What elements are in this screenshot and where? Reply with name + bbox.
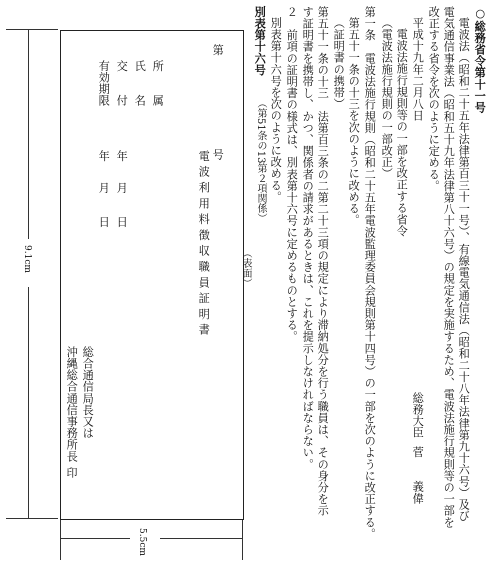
signer-name: 菅 義偉: [411, 446, 425, 504]
article-1-line-1: 第一条 電波法施行規則（昭和二十五年電波監理委員会規則第十四号）の一部を次のように改正する。: [363, 6, 377, 540]
ordinance-title: 電波法施行規則等の一部を改正する省令: [395, 28, 409, 237]
part-heading: （電波法施行規則の一部改正）: [380, 17, 394, 180]
preamble-line-1: 電波法（昭和二十五年法律第百三十一号）、有線電気通信法（昭和二十八年法律第九十六号）及び: [457, 17, 471, 522]
expiry-year: 年: [97, 150, 111, 162]
width-dimension-line-left: [60, 538, 130, 539]
width-dimension-right-tick: [242, 520, 243, 560]
card-number-label: 第 号: [211, 44, 225, 160]
issuer-line-1: 総合通信局長又は: [81, 346, 95, 439]
signer-title: 総務大臣: [411, 392, 425, 439]
issued-year: 年: [115, 150, 129, 162]
article-51-13-line-1: 第五十一条の十三 法第百三条の二第二十三項の規定により滞納処分を行う職員は、その身分を示: [316, 6, 330, 517]
article-51-13-line-2: す証明書を携帯し、かつ、関係者の請求があるときは、これを提示しなければならない。: [301, 6, 315, 470]
issuer-line-2: 沖縄総合通信事務所長: [65, 346, 79, 462]
seal-mark: 印: [65, 467, 78, 479]
field-expiry: 有効期限: [97, 60, 111, 107]
field-affiliation: 所 属: [151, 60, 165, 107]
preamble-line-2: 電気通信事業法（昭和五十九年法律第八十六号）の規定を実施するため、電波法施行規則等の一部を: [442, 6, 456, 528]
expiry-day: 日: [97, 216, 111, 228]
height-dimension-line-lower: [28, 287, 29, 518]
expiry-month: 月: [97, 182, 111, 194]
face-label: （表面）: [240, 248, 251, 288]
preamble-line-3: 改正する省令を次のように定める。: [427, 6, 441, 192]
table-title: 別表第十六号: [253, 6, 268, 76]
width-dimension-left-tick: [60, 520, 61, 560]
ordinance-heading: ○総務省令第十一号: [473, 6, 488, 114]
item-2-line-1: ２ 前項の証明書の様式は、別表第十六号に定めるものとする。: [285, 6, 299, 343]
height-dimension-line-upper: [28, 29, 29, 239]
width-dimension-line-right: [160, 538, 242, 539]
issued-day: 日: [115, 216, 129, 228]
issued-month: 月: [115, 182, 129, 194]
card-title: 電波利用料徴収職員証明書: [197, 150, 211, 340]
field-name: 氏 名: [133, 60, 147, 107]
table-note: （第51条の13第２項関係）: [255, 98, 266, 224]
article-1-line-2: 第五十一条の十三を次のように改める。: [347, 17, 361, 226]
enactment-date: 平成十九年二月八日: [411, 17, 425, 122]
height-dimension-label: 9.1cm: [22, 245, 32, 273]
item-2-line-2: 別表第十六号を次のように改める。: [269, 17, 283, 203]
article-caption: （証明書の携帯）: [332, 17, 346, 110]
height-dimension-bottom-tick: [6, 518, 58, 519]
height-dimension-top-tick: [6, 29, 58, 30]
field-issued: 交 付: [115, 60, 129, 107]
width-dimension-label: 5.5cm: [137, 528, 147, 556]
